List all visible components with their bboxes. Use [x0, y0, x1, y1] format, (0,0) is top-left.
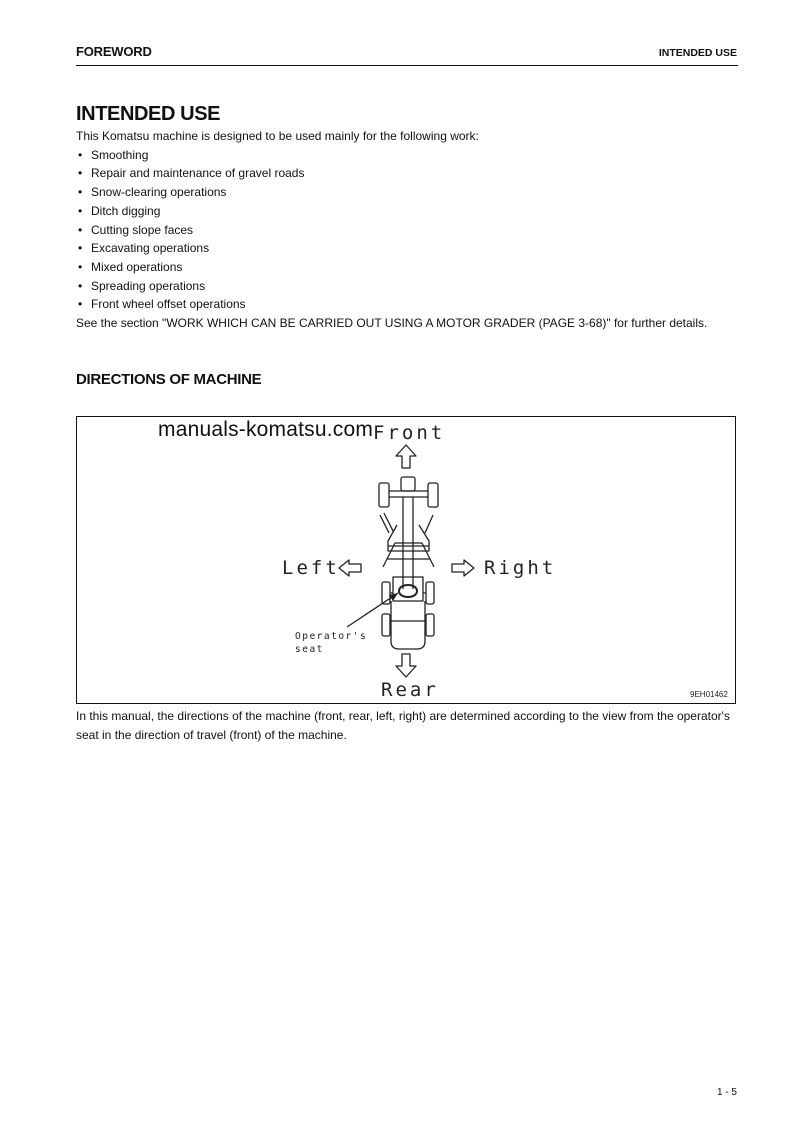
- operator-seat-label: Operator's seat: [295, 631, 368, 655]
- watermark: manuals-komatsu.com: [158, 418, 374, 441]
- intended-use-body: [76, 127, 738, 333]
- right-label: Right: [484, 557, 557, 579]
- list-item: • Snow-clearing operations: [76, 183, 738, 202]
- motor-grader-top-view: [77, 417, 737, 705]
- bullet-icon: •: [78, 166, 83, 181]
- rear-label: Rear: [381, 679, 439, 701]
- bullet-icon: •: [78, 241, 83, 256]
- page-number: 1 - 5: [716, 1087, 737, 1098]
- list-item: • Spreading operations: [76, 277, 738, 296]
- directions-figure: [76, 416, 736, 704]
- bullet-icon: •: [78, 203, 83, 218]
- header-topic-label: INTENDED USE: [658, 47, 737, 59]
- list-item: • Excavating operations: [76, 239, 738, 258]
- bullet-icon: •: [78, 185, 83, 200]
- list-item: • Smoothing: [76, 146, 738, 165]
- list-item: • Ditch digging: [76, 202, 738, 221]
- directions-title: DIRECTIONS OF MACHINE: [76, 371, 262, 388]
- list-item: • Mixed operations: [76, 258, 738, 277]
- bullet-icon: •: [78, 259, 83, 274]
- list-item: • Cutting slope faces: [76, 221, 738, 240]
- list-item: • Front wheel offset operations: [76, 295, 738, 314]
- left-label: Left: [282, 557, 340, 579]
- header-divider: [76, 65, 738, 66]
- figure-code: 9EH01462: [690, 690, 728, 699]
- bullet-icon: •: [78, 297, 83, 312]
- intro-text: This Komatsu machine is designed to be used mainly for the following work:: [76, 129, 479, 143]
- see-also-text: See the section "WORK WHICH CAN BE CARRIED OUT USING A MOTOR GRADER (PAGE 3-68)" for further details.: [76, 316, 708, 331]
- list-item: • Repair and maintenance of gravel roads: [76, 164, 738, 183]
- figure-caption: In this manual, the directions of the machine (front, rear, left, right) are determined according to the view from the operator's seat in the direction of travel (front) of the machine.: [76, 709, 730, 742]
- header-section-label: FOREWORD: [76, 44, 152, 59]
- work-list: [76, 146, 738, 314]
- front-arrow-icon: [396, 445, 416, 468]
- bullet-icon: •: [78, 147, 83, 162]
- front-label: Front: [373, 422, 446, 444]
- right-arrow-icon: [452, 560, 474, 576]
- rear-arrow-icon: [396, 654, 416, 677]
- bullet-icon: •: [78, 278, 83, 293]
- page-title: INTENDED USE: [76, 103, 221, 125]
- left-arrow-icon: [339, 560, 361, 576]
- bullet-icon: •: [78, 222, 83, 237]
